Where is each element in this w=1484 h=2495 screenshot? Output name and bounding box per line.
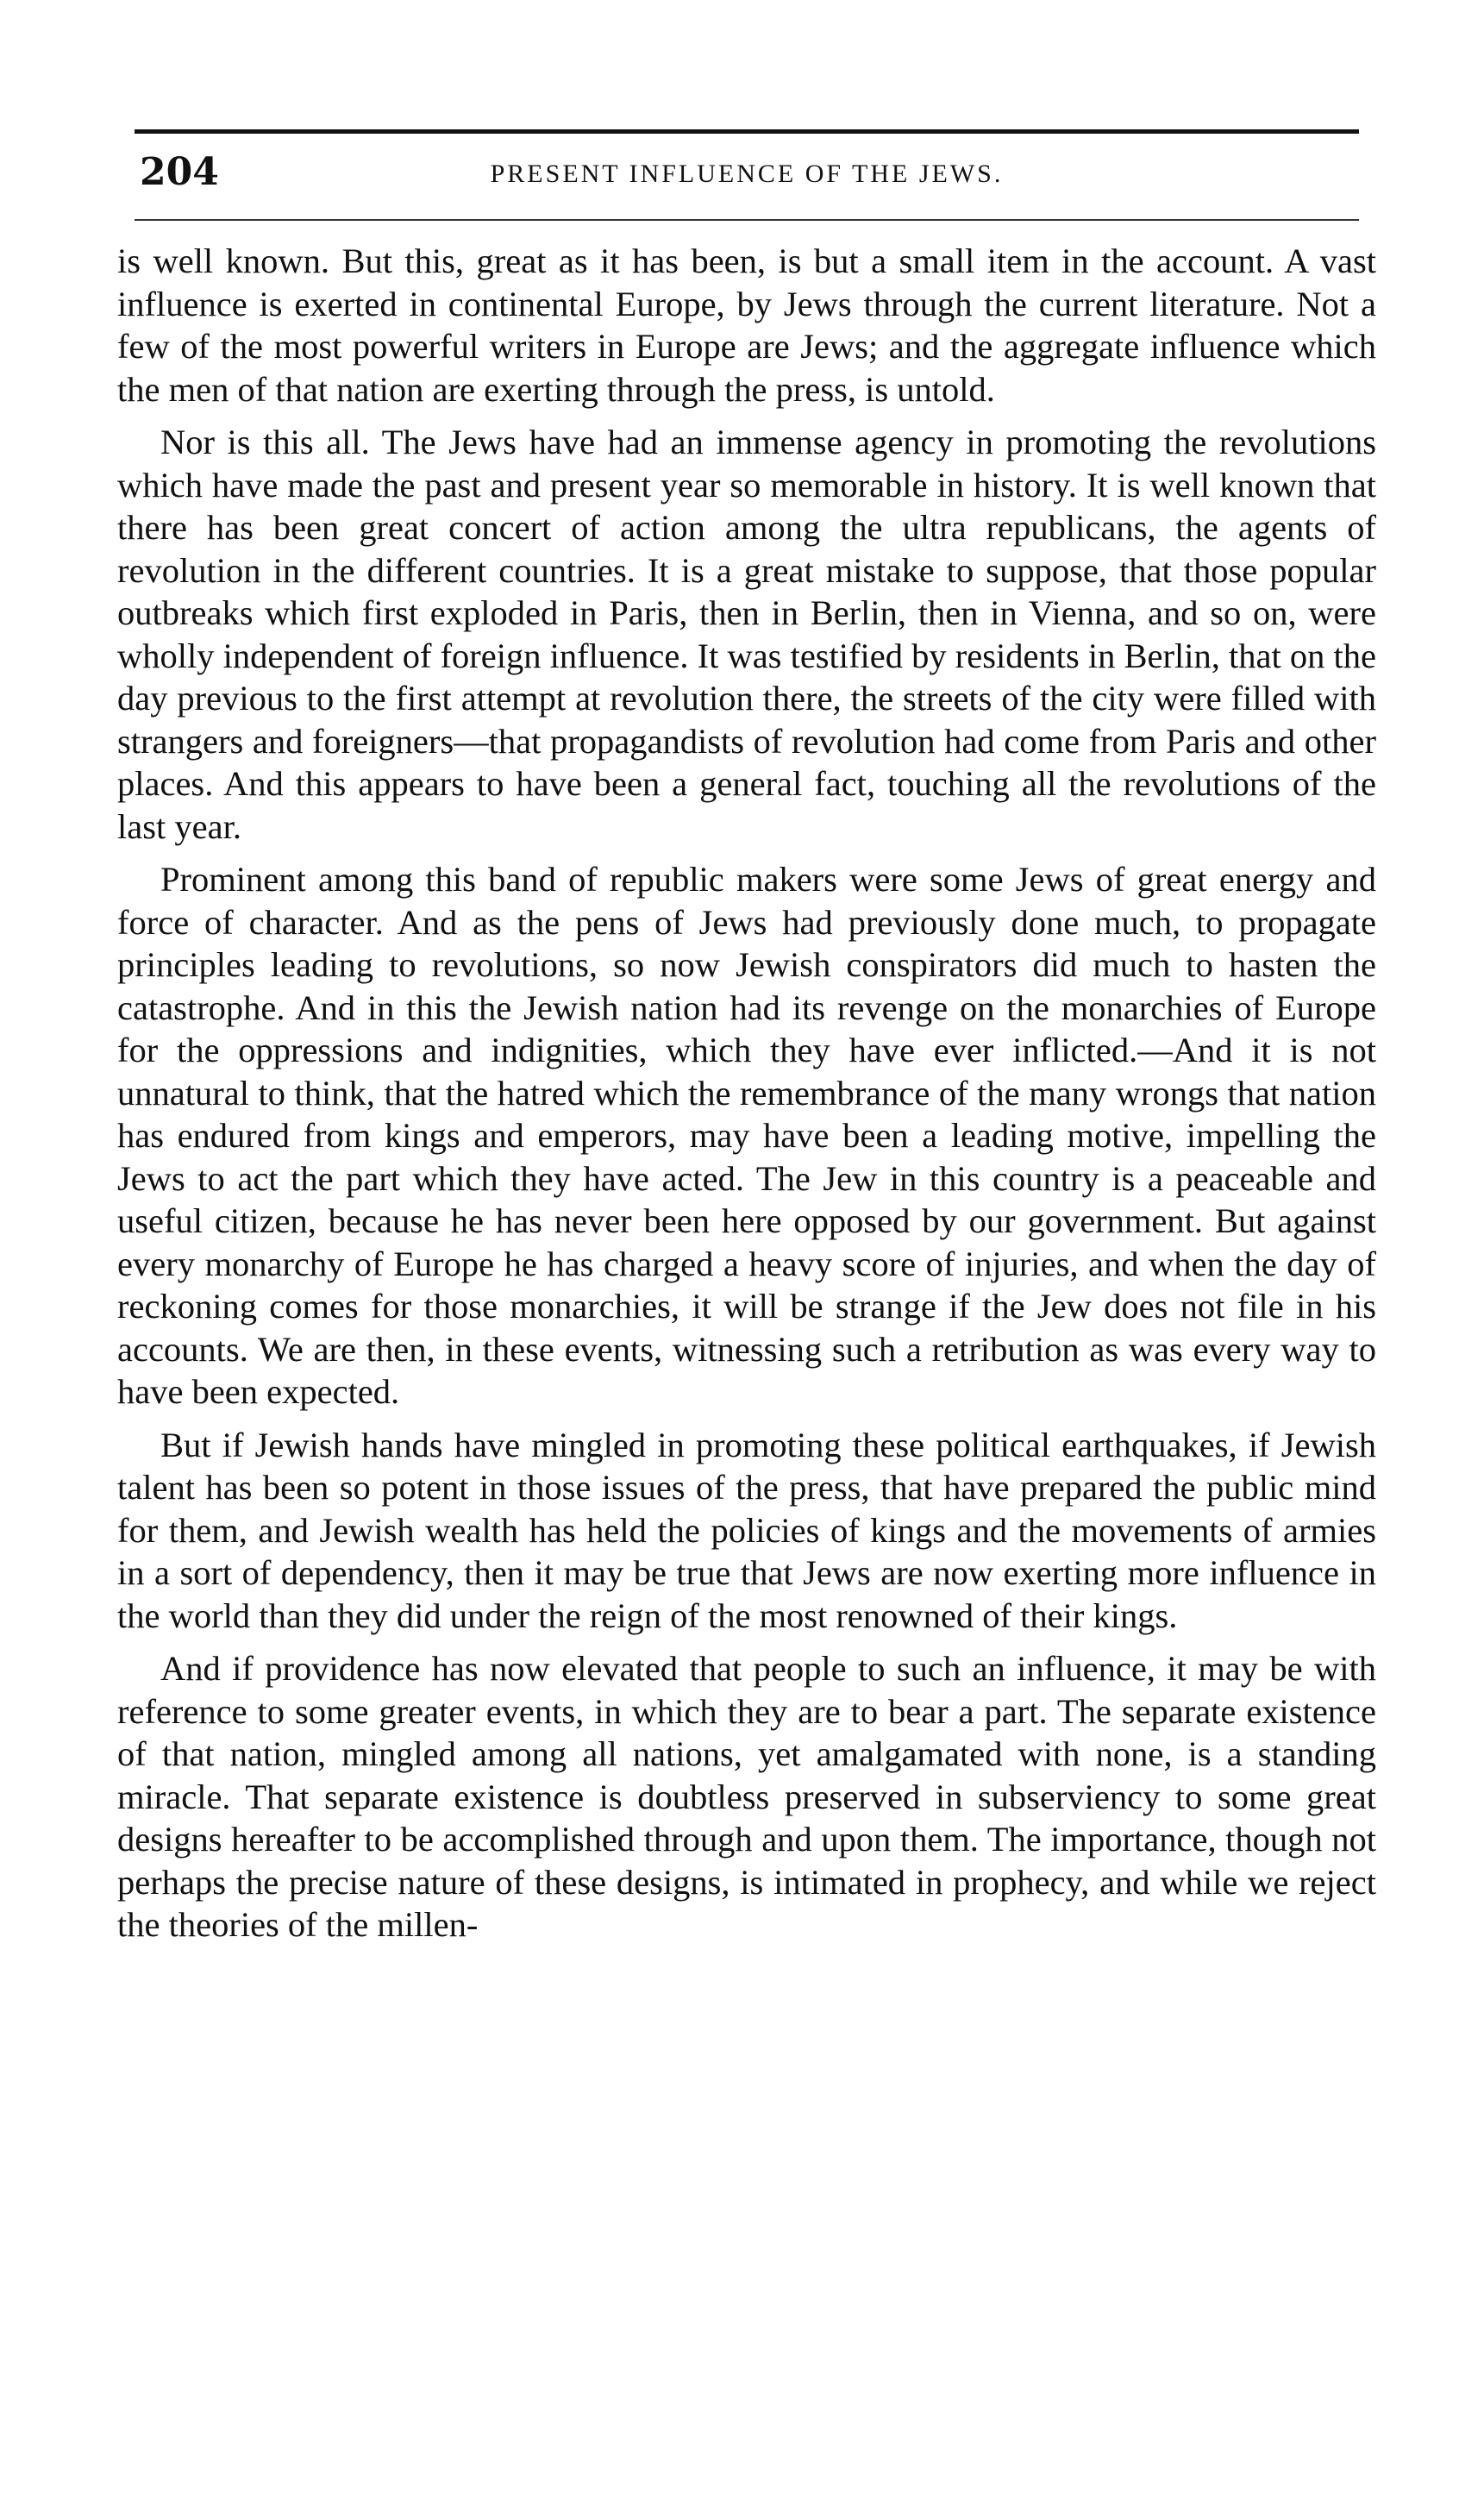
page-header <box>135 145 1359 205</box>
header-rule-bottom <box>135 219 1359 221</box>
paragraph-continued: is well known. But this, great as it has been, is but a small item in the account. A vast influence is exerted in continental Europe, by Jews through the current literature. Not a few of the most powerful writers in Europe are Jews; and the aggregate influence which the men of that nation are exerting through the press, is untold. <box>117 241 1376 409</box>
paragraph: Prominent among this band of republic makers were some Jews of great energy and force of character. And as the pens of Jews had previously done much, to propagate principles leading to revolutions, so now Jewish conspirators did much to hasten the catastrophe. And in this the Jewish nation had its revenge on the monarchies of Europe for the oppressions and indignities, which they have ever inflicted.—And it is not unnatural to think, that the hatred which the remembrance of the many wrongs that nation has endured from kings and emperors, may have been a leading motive, impelling the Jews to act the part which they have acted. The Jew in this country is a peaceable and useful citizen, because he has never been here opposed by our government. But against every monarchy of Europe he has charged a heavy score of injuries, and when the day of reckoning comes for those monarchies, it will be strange if the Jew does not file in his accounts. We are then, in these events, witnessing such a retribution as was every way to have been expected. <box>117 860 1376 1411</box>
paragraph: And if providence has now elevated that people to such an influence, it may be with reference to some greater events, in which they are to bear a part. The separate existence of that nation, mingled among all nations, yet amalgamated with none, is a standing miracle. That separate existence is doubtless preserved in subserviency to some great designs hereafter to be accomplished through and upon them. The importance, though not perhaps the precise nature of these designs, is intimated in prophecy, and while we reject the theories of the millen- <box>117 1649 1376 1944</box>
header-rule-top <box>135 129 1359 134</box>
body-text <box>117 240 1376 1957</box>
paragraph: But if Jewish hands have mingled in promoting these political earthquakes, if Jewish talent has been so potent in those issues of the press, that have prepared the public mind for them, and Jewish wealth has held the policies of kings and the movements of armies in a sort of dependency, then it may be true that Jews are now exerting more influence in the world than they did under the reign of the most renowned of their kings. <box>117 1425 1376 1635</box>
paragraph: Nor is this all. The Jews have had an immense agency in promoting the revolutions which have made the past and present year so memorable in history. It is well known that there has been great concert of action among the ultra republicans, the agents of revolution in the different countries. It is a great mistake to suppose, that those popular outbreaks which first exploded in Paris, then in Berlin, then in Vienna, and so on, were wholly independent of foreign influence. It was testified by residents in Berlin, that on the day previous to the first attempt at revolution there, the streets of the city were filled with strangers and foreigners—that propagandists of revolution had come from Paris and other places. And this appears to have been a general fact, touching all the revolutions of the last year. <box>117 423 1376 846</box>
page-number: 204 <box>140 150 219 194</box>
running-title: PRESENT INFLUENCE OF THE JEWS. <box>490 160 1004 188</box>
